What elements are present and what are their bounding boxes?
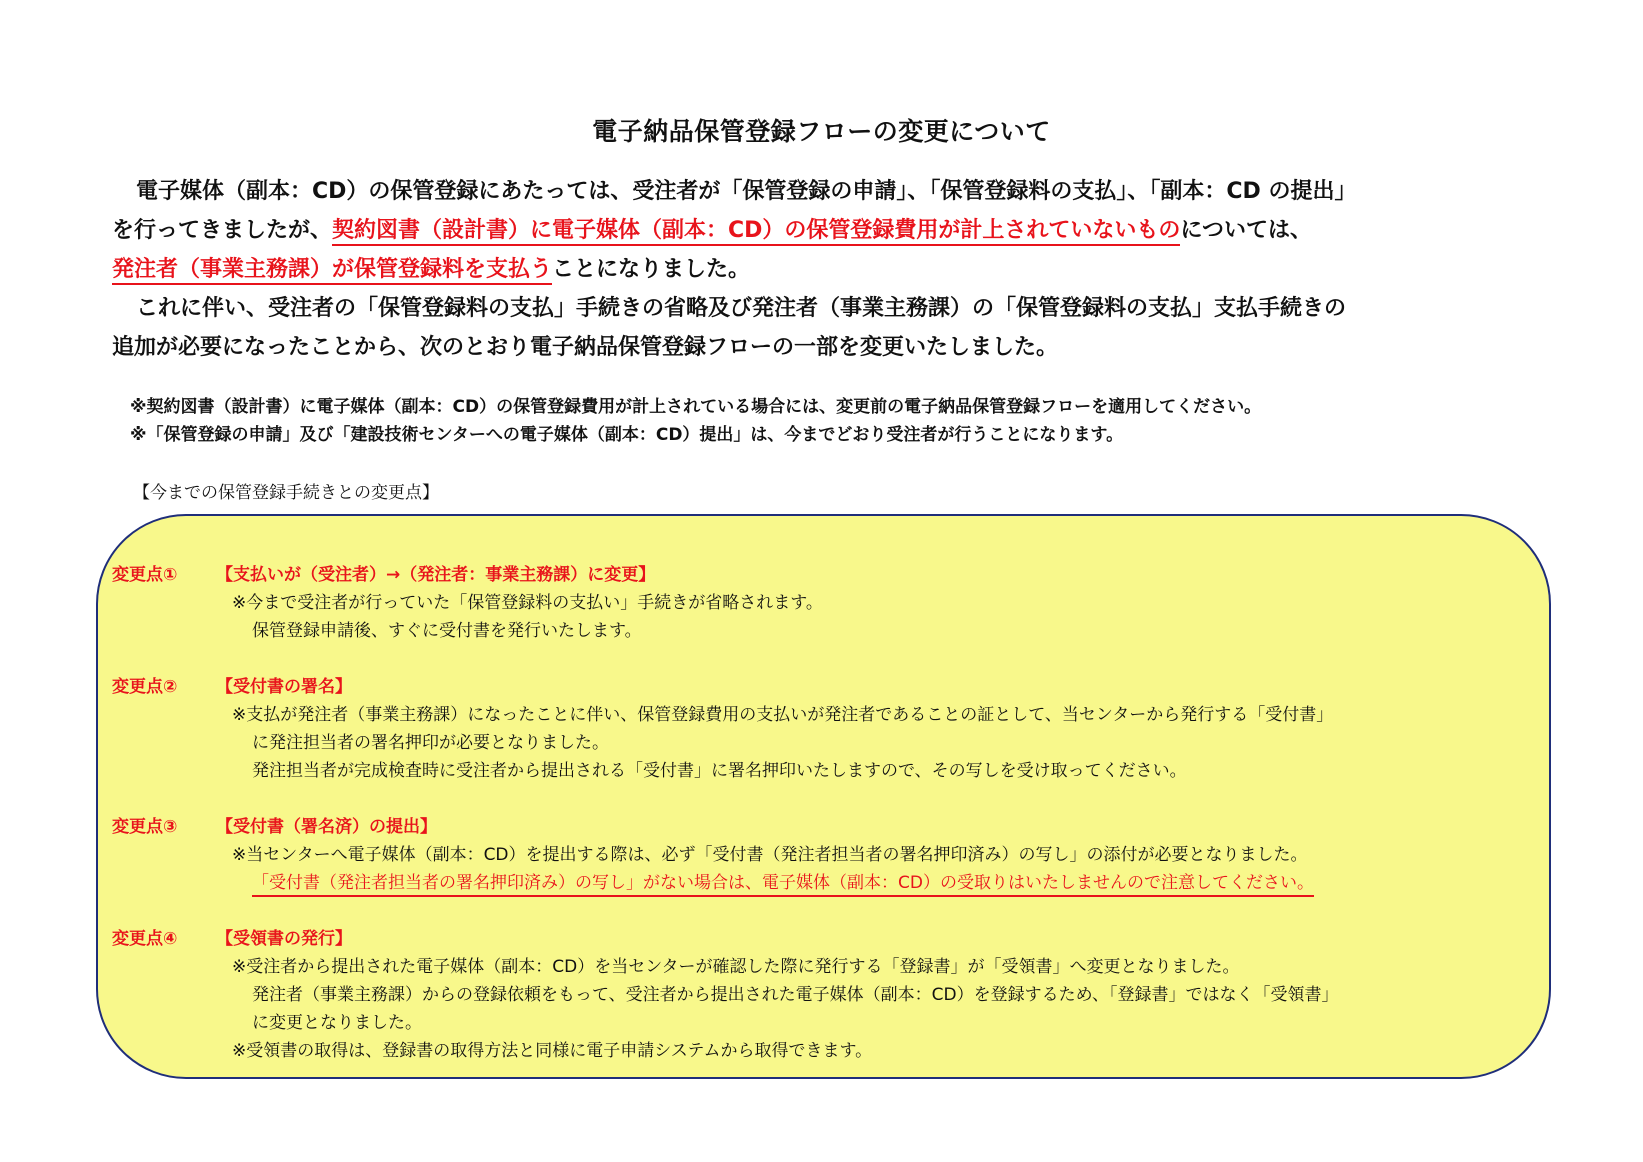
change-4: 変更点④ 【受領書の発行】 ※受注者から提出された電子媒体（副本：CD）を当センターが確認した際に発行する「登録書」が「受領書」へ変更となりました。 発注者（事業主務課）からの登録依頼をもって、受注者から提出された電子媒体（副本：CD）を登録するため、「登録書」ではなく「受領書」 に変更となりました。 ※受領書の取得は、登録書の取得方法と同様に電子申請システムから取得できます。: [112, 925, 1532, 1065]
change-3: 変更点③ 【受付書（署名済）の提出】 ※当センターへ電子媒体（副本：CD）を提出する際は、必ず「受付書（発注者担当者の署名押印済み）の写し」の添付が必要となりました。 「受付書（発注者担当者の署名押印済み）の写し」がない場合は、電子媒体（副本：CD）の受取りはいたしませんので注意してください。: [112, 813, 1532, 897]
change-1-header: 変更点① 【支払いが（受注者）→（発注者：事業主務課）に変更】: [112, 565, 656, 585]
note-1: ※契約図書（設計書）に電子媒体（副本：CD）の保管登録費用が計上されている場合には、変更前の電子納品保管登録フローを適用してください。: [130, 397, 1262, 417]
intro-line-1: 電子媒体（副本：CD）の保管登録にあたっては、受注者が「保管登録の申請」、「保管登録料の支払」、「副本：CD の提出」: [136, 179, 1357, 204]
intro-line-2: を行ってきましたが、契約図書（設計書）に電子媒体（副本：CD）の保管登録費用が計上されていないものについては、: [112, 211, 1542, 250]
intro-line-3: 発注者（事業主務課）が保管登録料を支払うことになりました。: [112, 250, 1542, 289]
page-title: 電子納品保管登録フローの変更について: [592, 117, 1051, 146]
highlight-no-fee-contract: 契約図書（設計書）に電子媒体（副本：CD）の保管登録費用が計上されていないもの: [332, 218, 1180, 246]
notes: [130, 393, 1550, 449]
intro-line-5: 追加が必要になったことから、次のとおり電子納品保管登録フローの一部を変更いたしました。: [112, 335, 1059, 360]
change-1: 変更点① 【支払いが（受注者）→（発注者：事業主務課）に変更】 ※今まで受注者が行っていた「保管登録料の支払い」手続きが省略されます。 保管登録申請後、すぐに受付書を発行いたします。: [112, 561, 1532, 645]
intro-paragraph: [112, 172, 1542, 367]
note-2: ※「保管登録の申請」及び「建設技術センターへの電子媒体（副本：CD）提出」は、今までどおり受注者が行うことになります。: [130, 425, 1124, 445]
highlight-orderer-pays: 発注者（事業主務課）が保管登録料を支払う: [112, 257, 552, 285]
change-4-header: 変更点④ 【受領書の発行】: [112, 929, 352, 949]
change-2-header: 変更点② 【受付書の署名】: [112, 677, 352, 697]
section-label: 【今までの保管登録手続きとの変更点】: [133, 483, 439, 503]
intro-line-4: これに伴い、受注者の「保管登録料の支払」手続きの省略及び発注者（事業主務課）の「保管登録料の支払」支払手続きの: [136, 296, 1347, 321]
change-3-warning: 「受付書（発注者担当者の署名押印済み）の写し」がない場合は、電子媒体（副本：CD）の受取りはいたしませんので注意してください。: [112, 869, 1532, 897]
change-3-header: 変更点③ 【受付書（署名済）の提出】: [112, 817, 437, 837]
change-2: 変更点② 【受付書の署名】 ※支払が発注者（事業主務課）になったことに伴い、保管登録費用の支払いが発注者であることの証として、当センターから発行する「受付書」 に発注担当者の署名押印が必要となりました。 発注担当者が完成検査時に受注者から提出される「受付書」に署名押印いたしますので、その写しを受け取ってください。: [112, 673, 1532, 785]
